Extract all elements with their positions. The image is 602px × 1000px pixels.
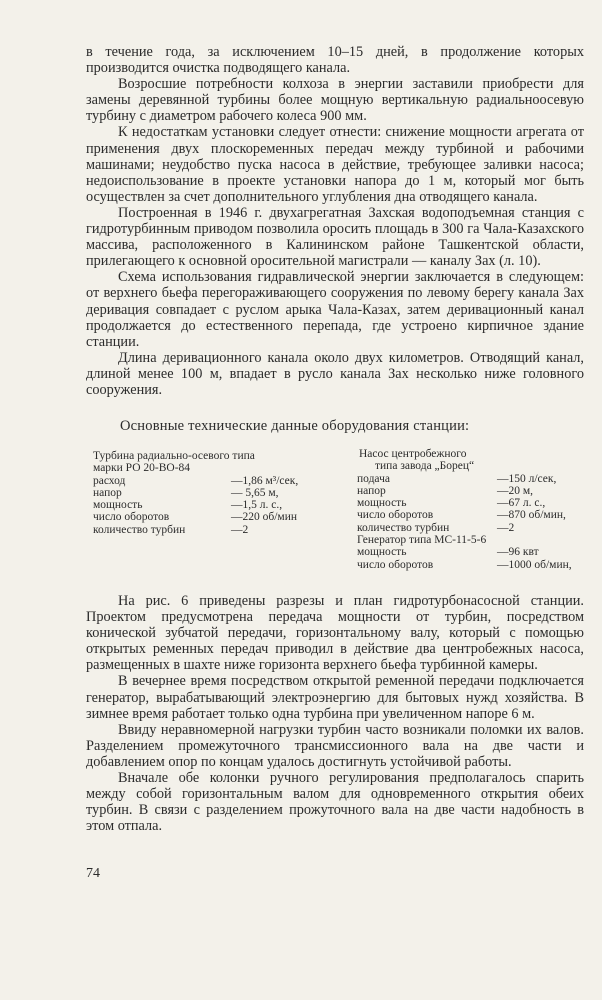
spec-label: число оборотов <box>357 509 434 522</box>
spec-row <box>93 487 333 499</box>
spec-value: —2 <box>231 523 249 536</box>
paragraph: Схема использования гидравлической энергии заключается в следующем: от верхнего бьефа перегораживающего сооружения по левому берегу канала Зах деривация совпадает с руслом арыка Чала-Казах, затем деривационный канал продолжается до естественного перепада, где устроено кирпичное здание станции. <box>86 269 584 350</box>
spec-label: расход <box>93 474 126 487</box>
spec-label: число оборотов <box>357 558 434 571</box>
spec-value: —870 об/мин, <box>497 509 566 522</box>
spec-label: мощность <box>357 546 407 559</box>
generator-heading: Генератор типа МС-11-5-6 <box>357 534 487 547</box>
pump-specs <box>357 448 589 571</box>
paragraph: Возросшие потребности колхоза в энергии заставили приобрести для замены деревянной турбины более мощную вертикальную радиальноосевую турбину с диаметром рабочего колеса 900 мм. <box>86 76 584 125</box>
spec-label: напор <box>93 486 122 499</box>
spec-label: мощность <box>93 499 143 512</box>
paragraph: На рис. 6 приведены разрезы и план гидротурбонасосной станции. Проектом предусмотрена передача мощности от турбин, посредством конической зубчатой передачи, горизонтальному валу, который с помощью открытых ременных передач приводил в действие два центробежных насоса, размещенных в шахте ниже горизонта верхнего бьефа турбинной камеры. <box>86 593 584 674</box>
spec-value: —1,86 м³/сек, <box>231 474 299 487</box>
spec-row <box>357 497 589 509</box>
paragraph: Вначале обе колонки ручного регулирования предполагалось спарить между собой горизонтальным валом для одновременного открытия обеих турбин. В связи с разделением прожуточного вала на две части надобность в этом отпала. <box>86 770 584 835</box>
spec-value: —96 квт <box>497 546 539 559</box>
table-caption: Основные технические данные оборудования станции: <box>120 418 470 434</box>
paragraph: В вечернее время посредством открытой ременной передачи подключается генератор, вырабатывающий электроэнергию для бытовых нужд хозяйства. В зимнее время работает только одна турбина при увеличенном напоре 6 м. <box>86 673 584 722</box>
page-number: 74 <box>86 866 100 881</box>
spec-row <box>93 511 333 523</box>
pump-model: типа завода „Борец“ <box>375 460 475 473</box>
spec-label: напор <box>357 484 386 497</box>
spec-row <box>93 499 333 511</box>
spec-value: —150 л/сек, <box>497 472 557 485</box>
paragraph: в течение года, за исключением 10–15 дней, в продолжение которых производится очистка подводящего канала. <box>86 44 584 77</box>
spec-value: —220 об/мин <box>231 511 298 524</box>
spec-label: мощность <box>357 497 407 510</box>
spec-row <box>357 546 589 558</box>
spec-row <box>357 559 589 571</box>
paragraph: К недостаткам установки следует отнести: снижение мощности агрегата от применения двух плоскоременных передач между турбиной и рабочими машинами; неудобство пуска насоса в действие, требующее заливки насоса; недоиспользование в проекте установки напора до 1 м, который мог быть осуществлен за счет дополнительного углубления дна отводящего канала. <box>86 124 584 205</box>
turbine-model: марки РО 20-ВО-84 <box>93 462 191 475</box>
spec-row <box>357 473 589 485</box>
spec-row <box>357 522 589 534</box>
spec-label: подача <box>357 472 390 485</box>
spec-row <box>93 524 333 536</box>
spec-value: —1000 об/мин, <box>497 558 572 571</box>
paragraph: Построенная в 1946 г. двухагрегатная Захская водоподъемная станция с гидротурбинным приводом позволила оросить площадь в 300 га Чала-Казахского массива, расположенного в Калининском районе Ташкентской области, прилегающего к основной оросительной магистрали — каналу Зах (л. 10). <box>86 204 584 270</box>
spec-row <box>93 475 333 487</box>
paragraph: Ввиду неравномерной нагрузки турбин часто возникали поломки их валов. Разделением промежуточного трансмиссионного вала на две части и добавлением опор по концам удалось достигнуть устойчивой работы. <box>86 721 584 770</box>
turbine-specs <box>93 450 333 536</box>
spec-value: —2 <box>497 521 515 534</box>
spec-label: количество турбин <box>93 523 186 536</box>
spec-value: —1,5 л. с., <box>231 499 283 512</box>
spec-label: количество турбин <box>357 521 450 534</box>
text-block-bottom <box>86 593 584 834</box>
text-block-top <box>86 44 584 398</box>
spec-row <box>357 485 589 497</box>
paragraph: Длина деривационного канала около двух километров. Отводящий канал, длиной менее 100 м, впадает в русло канала Зах несколько ниже головного сооружения. <box>86 349 584 398</box>
turbine-heading: Турбина радиально-осевого типа <box>93 450 255 462</box>
spec-value: —67 л. с., <box>497 497 546 510</box>
spec-label: число оборотов <box>93 511 170 524</box>
pump-heading: Насос центробежного <box>359 448 467 460</box>
spec-row <box>357 509 589 521</box>
spec-value: — 5,65 м, <box>231 486 279 499</box>
spec-value: —20 м, <box>497 484 534 497</box>
